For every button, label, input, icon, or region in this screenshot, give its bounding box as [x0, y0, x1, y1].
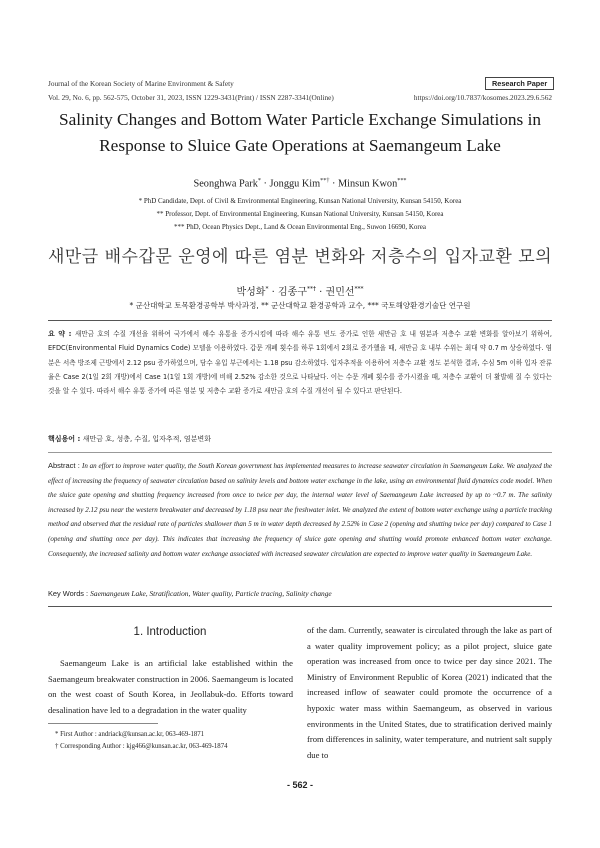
divider — [48, 452, 552, 453]
english-keywords-label: Key Words : — [48, 589, 91, 598]
korean-affiliation: * 군산대학교 토목환경공학부 박사과정, ** 군산대학교 환경공학과 교수, *** 국토해양환경기술단 연구원 — [129, 301, 471, 310]
korean-abstract-label: 요 약 : — [48, 330, 75, 338]
footnote-rule — [48, 723, 158, 724]
author-mark: **† — [306, 285, 316, 293]
author-name: 박성화 — [236, 287, 266, 298]
author-mark: * — [257, 177, 261, 184]
affiliation: ** Professor, Dept. of Environmental Engineering, Kunsan National University, Kunsan 54150, Korea — [156, 210, 444, 218]
paper-title-line-2: Response to Sluice Gate Operations at Saemangeum Lake — [99, 136, 501, 155]
doi-link[interactable]: https://doi.org/10.7837/kosomes.2023.29.6.562 — [413, 93, 552, 102]
author-name: Jonggu Kim — [269, 178, 321, 190]
author-name: 권민선 — [325, 287, 355, 298]
volume-info: Vol. 29, No. 6, pp. 562-575, October 31, 2023, ISSN 1229-3431(Print) / ISSN 2287-3341(Online) — [48, 93, 334, 102]
author-list — [0, 177, 600, 189]
page-number: - 562 - — [286, 780, 313, 790]
article-type-badge: Research Paper — [485, 77, 554, 90]
author-name: Seonghwa Park — [193, 178, 258, 190]
author-name: 김종구 — [278, 287, 307, 298]
english-keywords — [48, 589, 552, 598]
english-abstract-label: Abstract : — [48, 461, 82, 470]
intro-paragraph-left: Saemangeum Lake is an artificial lake established within the Saemangeum breakwater construction in 2006. Saemangeum is located on the west coast of South Korea, in Jeollabuk-do. Efforts toward desalination have led to a degradation in the water quality — [48, 658, 293, 715]
footnote-first-author: * First Author : andriack@kunsan.ac.kr, 063-469-1871 — [55, 731, 205, 738]
intro-paragraph-right: of the dam. Currently, seawater is circulated through the lake as part of a water quality improvement policy; as a pilot project, sluice gate operation was increased from once to twice per day since 2021. The Ministry of Environment Republic of Korea (2021) indicated that the increased inflow of seawater could promote the occurrence of a hypoxic water mass within Saemangeum, as observed in various environments in the United States, due to stratification derived mainly from differences in salinity, water temperature, and nutrient salt supply due to — [307, 625, 552, 760]
english-abstract — [48, 459, 552, 561]
author-mark: *** — [397, 177, 407, 184]
korean-abstract-text: 새만금 호의 수질 개선을 위하여 국가에서 해수 유통을 증가시킴에 따라 해수 유통 빈도 증가로 인한 새만금 호 내 염분과 저층수 교환 변화를 알아보기 위하여, EFDC(Environmental Fluid Dynamics Code) 모델을 이용하였다. 갑문 개폐 횟수를 하루 1회에서 2회로 증가했을 때, 새만금 호 내부 수위는 최대 약 0.7 m 상승하였다. 염분은 서측 방조제 근방에서 2.12 psu 증가하였으며, 담수 유입 부근에서는 1.18 psu 감소하였다. 입자추적을 이용하여 저층수 교환 정도 분석한 결과, 수심 5m 이하 입자 잔류율은 Case 2(1일 2회 개방)에서 Case 1(1일 1회 개방)에 비해 2.52% 감소한 것으로 나타났다. 이는 수문 개폐 횟수를 증가시켰을 때, 저층수 교환이 더 활발해 질 수 있다는 것을 알 수 있다. 따라서 해수 유통 증가에 따른 염분 및 저층수 교환 증가로 새만금 호의 수질 개선이 될 수 있다고 판단된다. — [48, 330, 552, 396]
korean-title: 새만금 배수갑문 운영에 따른 염분 변화와 저층수의 입자교환 모의 — [47, 247, 553, 267]
section-heading: 1. Introduction — [133, 626, 207, 638]
english-keywords-text: Saemangeum Lake, Stratification, Water quality, Particle tracing, Salinity change — [90, 589, 332, 598]
author-mark: * — [265, 285, 269, 293]
author-name: Minsun Kwon — [338, 178, 398, 190]
korean-keywords — [48, 434, 552, 444]
korean-author-list — [0, 283, 600, 298]
author-mark: *** — [354, 285, 364, 293]
korean-keywords-label: 핵심용어 : — [48, 435, 83, 443]
author-separator: · — [268, 287, 278, 298]
journal-name: Journal of the Korean Society of Marine Environment & Safety — [48, 79, 234, 88]
author-separator: · — [329, 178, 339, 190]
affiliation: * PhD Candidate, Dept. of Civil & Environmental Engineering, Kunsan National University, Kunsan 54150, Korea — [138, 197, 462, 205]
affiliation: *** PhD, Ocean Physics Dept., Land & Ocean Environmental Eng., Suwon 16690, Korea — [174, 223, 426, 231]
author-mark: **† — [320, 177, 330, 184]
divider — [48, 606, 552, 607]
footnote-corresponding-author: † Corresponding Author : kjg466@kunsan.ac.kr, 063-469-1874 — [55, 743, 228, 750]
paper-title-line-1: Salinity Changes and Bottom Water Particle Exchange Simulations in — [58, 110, 542, 129]
divider — [48, 320, 552, 321]
author-separator: · — [315, 287, 326, 298]
author-separator: · — [260, 178, 270, 190]
korean-keywords-text: 새만금 호, 성층, 수질, 입자추적, 염분변화 — [82, 435, 211, 443]
korean-abstract — [48, 327, 552, 398]
english-abstract-text: In an effort to improve water quality, the South Korean government has implemented measures to increase seawater circulation in Saemangeum Lake. We analyzed the effect of increasing the frequency of seawater circulation based on salinity levels and bottom water exchange in the lake, using an environmental fluid dynamics code model. When the sluice gate opening and shutting frequency increased from once to twice per day, the internal water level of Saemangeum Lake increased by up to ~0.7 m. The salinity increased by 2.12 psu near the western breakwater and decreased by 1.18 psu near the freshwater inlet. We analyzed the extent of bottom water exchange using a particle tracking method and observed that the residual rate of particles shallower than 5 m in water depth decreased by 2.52% in Case 2 (opening and shutting twice per day) compared to Case 1 (opening and shutting once per day). This indicates that increasing the frequency of sluice gate opening and shutting would promote enhanced bottom water exchange. Consequently, the increased salinity and bottom water exchange associated with increased seawater circulation are expected to improve water quality in Saemangeum Lake. — [48, 462, 553, 558]
